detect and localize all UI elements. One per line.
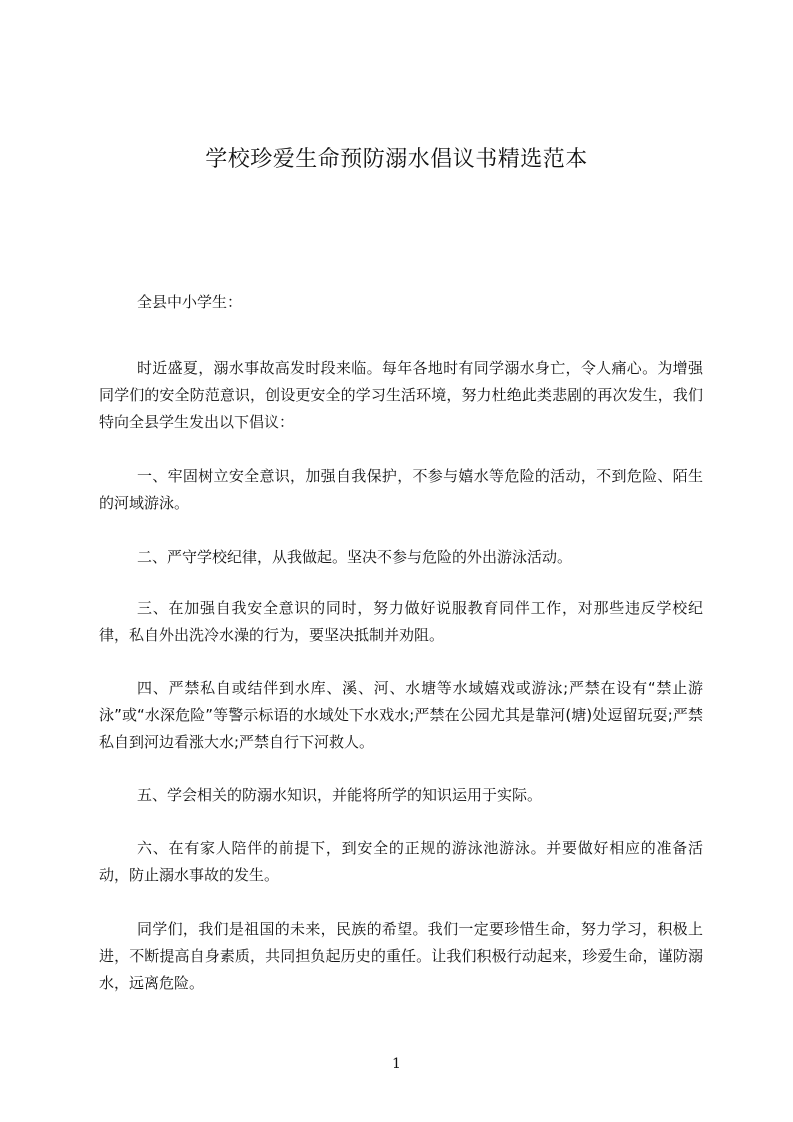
paragraph-intro: 时近盛夏，溺水事故高发时段来临。每年各地时有同学溺水身亡，令人痛心。为增强同学们的安全防范意识，创设更安全的学习生活环境，努力杜绝此类悲剧的再次发生，我们特向全县学生发出以下倡议： — [99, 359, 703, 431]
paragraph-item-5: 五、学会相关的防溺水知识，并能将所学的知识运用于实际。 — [137, 786, 543, 804]
paragraph-item-2: 二、严守学校纪律，从我做起。坚决不参与危险的外出游泳活动。 — [137, 548, 573, 566]
paragraph-item-3: 三、在加强自我安全意识的同时，努力做好说服教育同伴工作，对那些违反学校纪律，私自外出洗冷水澡的行为，要坚决抵制并劝阻。 — [99, 599, 703, 644]
paragraph-item-1: 一、牢固树立安全意识，加强自我保护，不参与嬉水等危险的活动，不到危险、陌生的河域游泳。 — [99, 467, 703, 512]
document-title: 学校珍爱生命预防溺水倡议书精选范本 — [205, 147, 588, 172]
greeting: 全县中小学生： — [137, 293, 243, 311]
page-number: 1 — [392, 1056, 401, 1072]
paragraph-item-6: 六、在有家人陪伴的前提下，到安全的正规的游泳池游泳。并要做好相应的准备活动，防止溺水事故的发生。 — [99, 839, 703, 884]
paragraph-closing: 同学们，我们是祖国的未来，民族的希望。我们一定要珍惜生命，努力学习，积极上进，不断提高自身素质，共同担负起历史的重任。让我们积极行动起来，珍爱生命，谨防溺水，远离危险。 — [99, 920, 703, 992]
paragraph-item-4: 四、严禁私自或结伴到水库、溪、河、水塘等水域嬉戏或游泳;严禁在设有“禁止游泳”或“水深危险”等警示标语的水域处下水戏水;严禁在公园尤其是靠河(塘)处逗留玩耍;严禁私自到河边看涨大水;严禁自行下河救人。 — [99, 679, 703, 751]
